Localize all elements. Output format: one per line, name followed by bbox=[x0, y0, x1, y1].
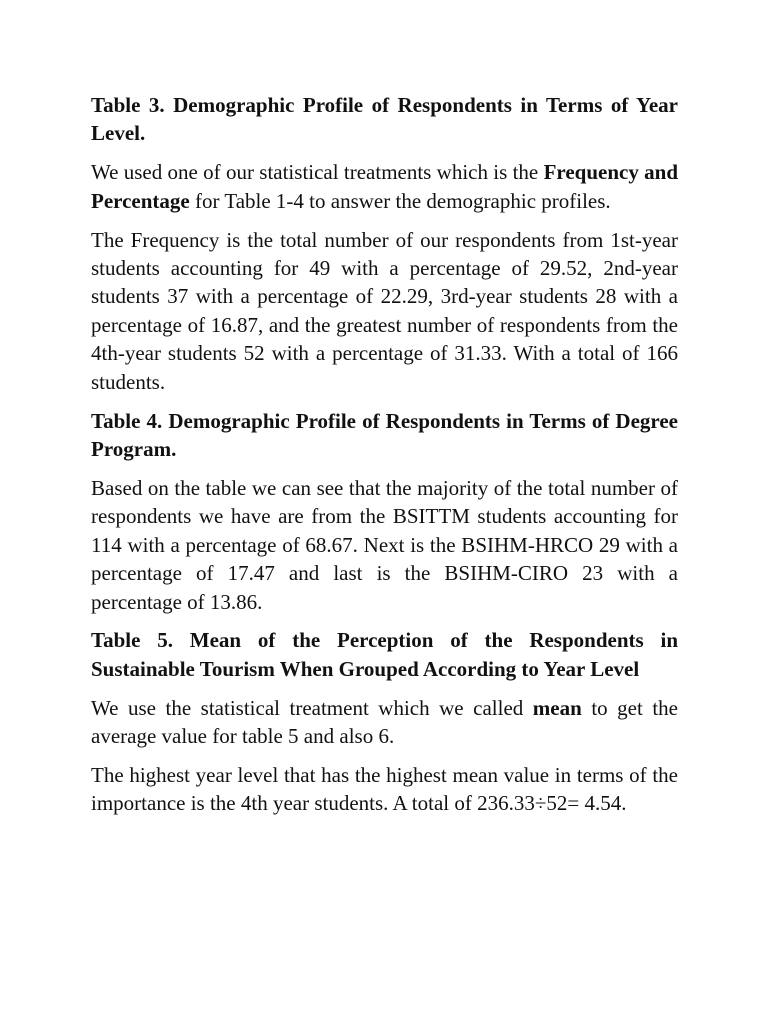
emphasis-frequency-percentage: Frequency and Percentage bbox=[91, 160, 678, 213]
paragraph-mean-treatment bbox=[91, 694, 678, 751]
table4-heading: Table 4. Demographic Profile of Respondents in Terms of Degree Program. bbox=[91, 408, 678, 461]
paragraph-highest-mean: The highest year level that has the highest mean value in terms of the importance is the 4th year students. A total of 236.33÷52= 4.54. bbox=[91, 763, 678, 816]
paragraph-statistical-treatment bbox=[91, 158, 678, 215]
emphasis-mean: mean bbox=[532, 695, 582, 720]
paragraph-text: We used one of our statistical treatments which is the bbox=[91, 160, 544, 185]
paragraph-text: for Table 1-4 to answer the demographic profiles. bbox=[189, 188, 611, 213]
document-page bbox=[91, 91, 678, 828]
table5-heading: Table 5. Mean of the Perception of the Respondents in Sustainable Tourism When Grouped According to Year Level bbox=[91, 628, 678, 681]
paragraph-degree-program: Based on the table we can see that the majority of the total number of respondents we have are from the BSITTM students accounting for 114 with a percentage of 68.67. Next is the BSIHM-HRCO 29 with a percentage of 17.47 and last is the BSIHM-CIRO 23 with a percentage of 13.86. bbox=[91, 475, 678, 614]
paragraph-text: to get the average value for table 5 and also 6. bbox=[91, 695, 678, 749]
table3-heading: Table 3. Demographic Profile of Respondents in Terms of Year Level. bbox=[91, 93, 678, 146]
paragraph-text: We use the statistical treatment which we called bbox=[91, 695, 533, 720]
paragraph-frequency-details: The Frequency is the total number of our respondents from 1st-year students accounting for 49 with a percentage of 29.52, 2nd-year students 37 with a percentage of 22.29, 3rd-year students 28 with a percentage of 16.87, and the greatest number of respondents from the 4th-year students 52 with a percentage of 31.33. With a total of 166 students. bbox=[91, 227, 678, 394]
